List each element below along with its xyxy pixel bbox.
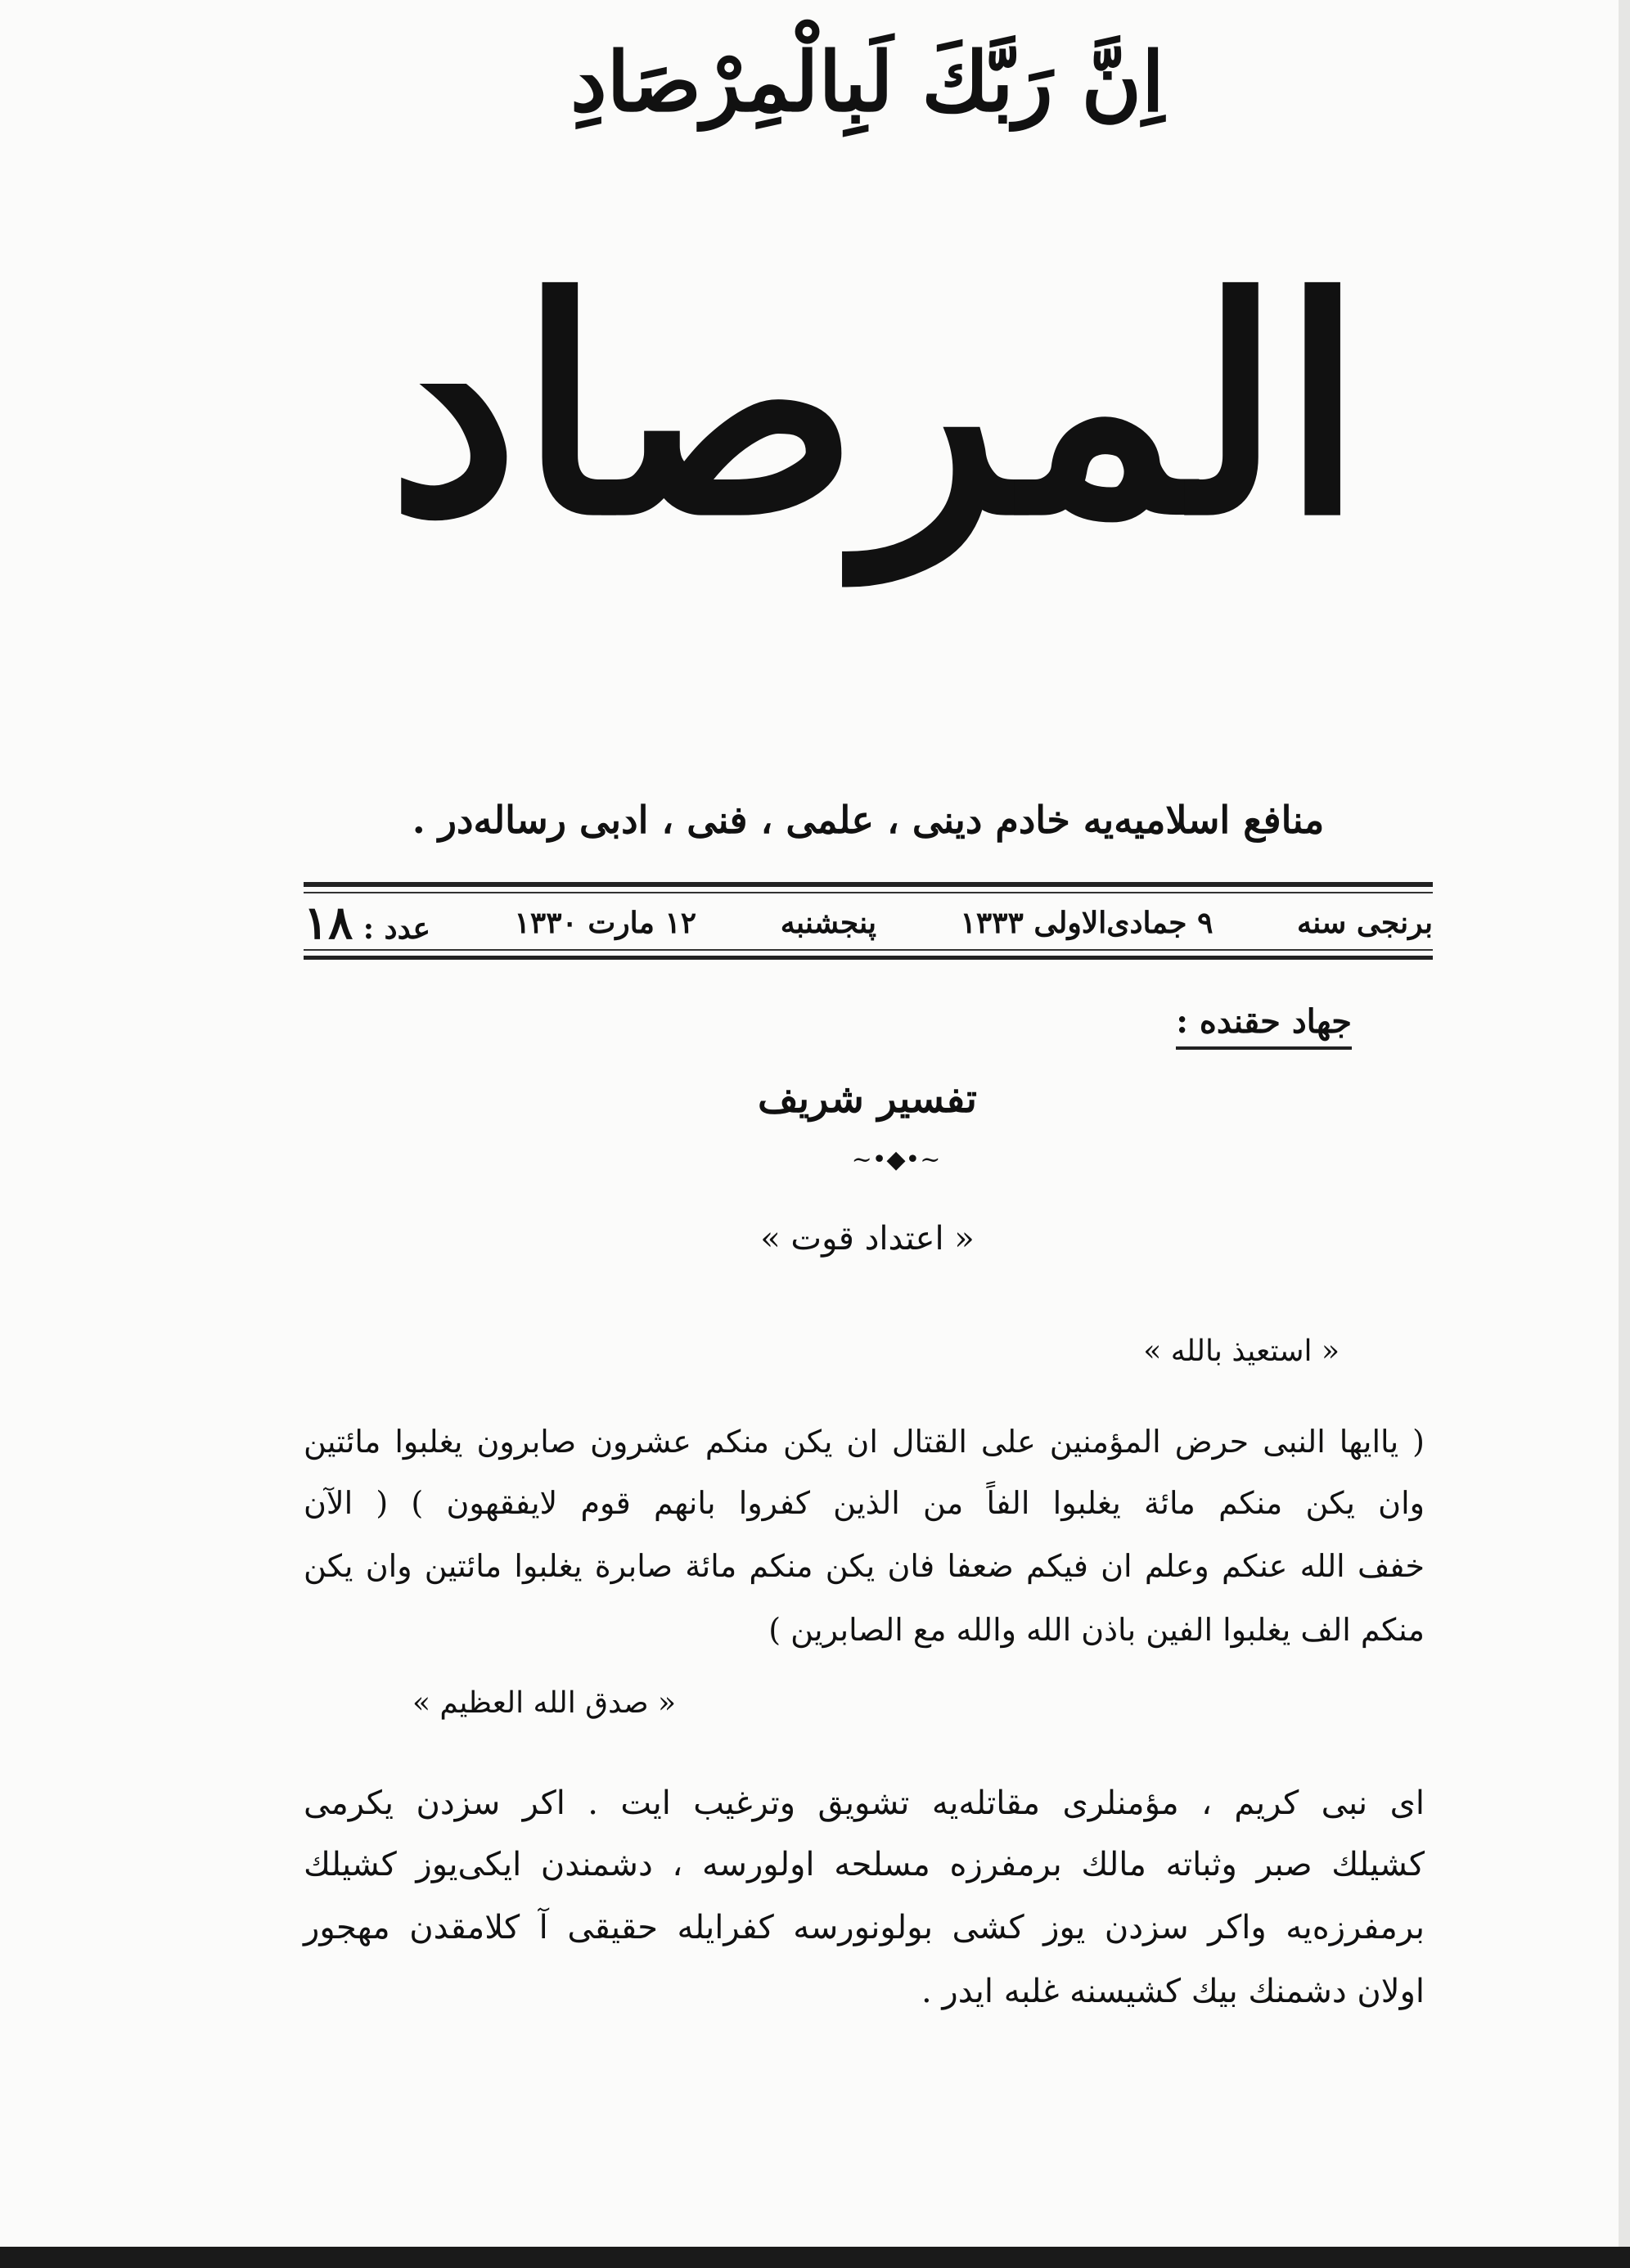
verse-line: ( ياايها النبى حرض المؤمنين على القتال ان يكن منكم عشرون صابرون يغلبوا مائتين (304, 1424, 1425, 1460)
issue-number: ۱۸ (304, 895, 353, 950)
masthead-motto: اِنَّ رَبَّكَ لَبِالْمِرْصَادِ (570, 34, 1164, 130)
article-subheading: « اعتداد قوت » (760, 1220, 975, 1258)
istiaze: « استعيذ بالله » (1143, 1334, 1340, 1368)
issue-year: برنجی سنه (1296, 905, 1433, 940)
paragraph-line: اولان دشمنك بيك كشيسنه غلبه ايدر . (921, 1973, 1425, 2010)
scan-edge (1619, 0, 1630, 2268)
issue-number-group (304, 896, 430, 950)
divider (304, 882, 1433, 887)
ornament-divider: ~•◆•~ (851, 1145, 941, 1174)
issue-hijri-date: ۹ جمادی‌الاولی ۱۳۳۳ (960, 905, 1213, 940)
verse-line: خفف الله عنكم وعلم ان فيكم ضعفا فان يكن منكم مائة صابرة يغلبوا مائتين وان يكن (304, 1548, 1425, 1584)
issue-rumi-date: ۱۲ مارت ۱۳۳۰ (514, 905, 697, 940)
masthead-title: المرصاد (387, 234, 1364, 580)
masthead-subtitle: منافع اسلاميه‌يه خادم دينى ، علمى ، فنى ، ادبى رساله‌در . (412, 798, 1325, 842)
issue-weekday: پنجشنبه (780, 905, 876, 940)
scan-bottom-edge (0, 2247, 1630, 2268)
paragraph-line: اى نبى كريم ، مؤمنلرى مقاتله‌يه تشويق وترغيب ايت . اكر سزدن يكرمى (304, 1784, 1425, 1822)
verse-line: منكم الف يغلبوا الفين باذن الله والله مع الصابرين ) (768, 1612, 1425, 1648)
divider (304, 949, 1433, 951)
paragraph-line: كشيلك صبر وثباته مالك برمفرزه مسلحه اولورسه ، دشمندن ايكى‌يوز كشيلك (304, 1846, 1425, 1883)
sadaka-line: « صدق الله العظيم » (412, 1686, 677, 1720)
issue-info-bar (304, 896, 1433, 949)
paragraph-line: برمفرزه‌يه واكر سزدن يوز كشى بولونورسه كفرايله حقيقى آ كلامقدن مهجور (304, 1909, 1425, 1946)
section-title: جهاد حقنده : (1176, 1002, 1352, 1050)
verse-line: وان يكن منكم مائة يغلبوا الفاً من الذين كفروا بانهم قوم لايفقهون ) ( الآن (304, 1485, 1425, 1521)
divider (304, 892, 1433, 893)
issue-label: عدد : (362, 911, 430, 946)
article-heading: تفسير شريف (758, 1076, 977, 1122)
divider (304, 956, 1433, 960)
